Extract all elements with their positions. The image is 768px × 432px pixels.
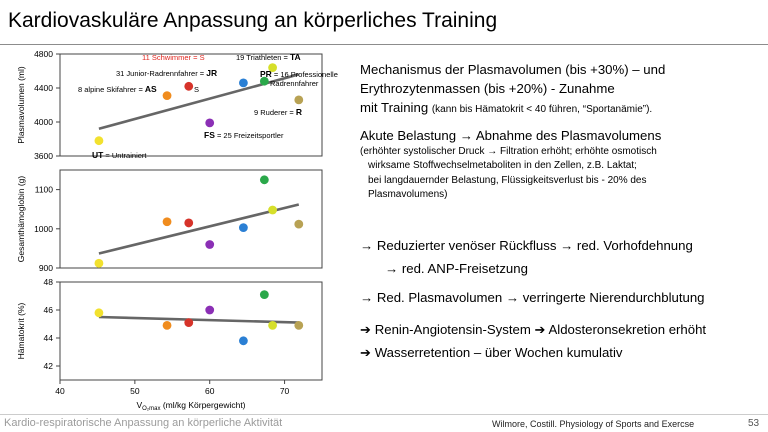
data-point-ut bbox=[95, 259, 104, 268]
mechanism-line-2: Erythrozytenmassen (bis +20%) - Zunahme bbox=[360, 81, 615, 97]
y-tick-label: 1100 bbox=[34, 184, 53, 195]
mechanism-line-1: Mechanismus der Plasmavolumen (bis +30%) – und bbox=[360, 62, 666, 77]
y-tick-label: 44 bbox=[43, 333, 53, 343]
annotation-label: 8 alpine Skifahrer = AS bbox=[78, 84, 157, 94]
acute-heading: Akute Belastung → Abnahme des Plasmavolumens bbox=[360, 127, 662, 143]
x-tick-label: 70 bbox=[279, 386, 290, 396]
data-point-as bbox=[163, 91, 172, 100]
mechanism-text bbox=[360, 60, 765, 203]
annotation-label: 11 Schwimmer = S bbox=[142, 53, 205, 62]
acute-detail-3: bei langdauernder Belastung, Flüssigkeitsverlust bis - 20% des bbox=[368, 174, 647, 186]
y-tick-label: 4400 bbox=[34, 83, 53, 93]
page-number: 53 bbox=[748, 418, 760, 429]
acute-detail-2: wirksame Stoffwechselmetaboliten in den Zellen, z.B. Laktat; bbox=[368, 160, 637, 172]
y-tick-label: 4800 bbox=[34, 49, 53, 59]
bullet-anp: → red. ANP-Freisetzung bbox=[385, 261, 528, 276]
annotation-label: FS = 25 Freizeitsportler bbox=[204, 130, 284, 140]
footer-citation: Wilmore, Costill. Physiology of Sports and Exercse bbox=[492, 419, 695, 429]
annotation-label: 9 Ruderer = R bbox=[254, 107, 303, 117]
slide-title: Kardiovaskuläre Anpassung an körperliches Training bbox=[8, 9, 498, 32]
bullet-venous-return: → Reduzierter venöser Rückfluss → red. Vorhofdehnung bbox=[360, 238, 693, 253]
y-tick-label: 1000 bbox=[34, 223, 53, 234]
x-tick-label: 40 bbox=[55, 386, 65, 396]
data-point-ut bbox=[95, 136, 104, 145]
y-tick-label: 46 bbox=[43, 305, 53, 315]
mechanism-line-3-note: (kann bis Hämatokrit < 40 führen, “Sportanämie”). bbox=[431, 104, 653, 116]
y-tick-label: 900 bbox=[38, 263, 53, 273]
data-point-s bbox=[184, 82, 193, 91]
data-point-s bbox=[184, 318, 193, 327]
x-tick-label: 50 bbox=[130, 386, 140, 396]
data-point-fs bbox=[205, 118, 214, 127]
data-point-jr bbox=[239, 79, 248, 88]
data-point-ta bbox=[268, 206, 277, 215]
data-point-ta bbox=[268, 321, 277, 330]
plot-frame-3 bbox=[60, 282, 322, 380]
data-point-pr bbox=[260, 290, 269, 299]
data-point-fs bbox=[205, 240, 214, 249]
annotation-label: 19 Triathleten = TA bbox=[236, 52, 301, 62]
data-point-as bbox=[163, 217, 172, 226]
data-point-jr bbox=[239, 223, 248, 232]
bullet-plasma-volume: → Red. Plasmavolumen → verringerte Nierendurchblutung bbox=[360, 290, 705, 305]
data-point-s bbox=[184, 219, 193, 228]
x-tick-label: 60 bbox=[204, 386, 215, 396]
data-point-jr bbox=[239, 336, 248, 345]
y-axis-label: Gesamthämoglobin (g) bbox=[16, 175, 26, 263]
bullet-renin: ➔ Renin-Angiotensin-System ➔ Aldosteronsekretion erhöht bbox=[360, 322, 707, 337]
annotation-label: 31 Junior-Radrennfahrer = JR bbox=[116, 68, 218, 78]
scatter-charts bbox=[0, 46, 355, 416]
data-point-r bbox=[294, 321, 303, 330]
y-tick-label: 3600 bbox=[34, 151, 53, 161]
mechanism-line-3 bbox=[360, 98, 765, 118]
annotation-label: UT = Untrainiert bbox=[92, 150, 147, 160]
title-divider bbox=[0, 44, 768, 45]
data-point-r bbox=[294, 220, 303, 229]
bullet-water-retention: ➔ Wasserretention – über Wochen kumulativ bbox=[360, 345, 623, 360]
acute-detail-4: Plasmavolumens) bbox=[368, 189, 448, 201]
y-tick-label: 48 bbox=[43, 277, 53, 287]
y-axis-label: Plasmavolumen (ml) bbox=[16, 66, 26, 144]
data-point-as bbox=[163, 321, 172, 330]
footer-divider bbox=[0, 414, 768, 415]
acute-detail-1: (erhöhter systolischer Druck → Filtration erhöht; erhöhte osmotisch bbox=[360, 145, 657, 157]
annotation-label: PR = 16 Professionelle bbox=[260, 69, 338, 79]
data-point-pr bbox=[260, 175, 269, 184]
mechanism-line-3-main: mit Training bbox=[360, 100, 432, 116]
data-point-r bbox=[294, 96, 303, 105]
annotation-label: S bbox=[194, 85, 200, 94]
y-tick-label: 4000 bbox=[34, 117, 53, 127]
data-point-ut bbox=[95, 308, 104, 317]
y-tick-label: 42 bbox=[43, 361, 53, 371]
annotation-label: Radrennfahrer bbox=[270, 79, 319, 88]
data-point-fs bbox=[205, 306, 214, 315]
y-axis-label: Hämatokrit (%) bbox=[16, 302, 26, 360]
footer-course-title: Kardio-respiratorische Anpassung an körperliche Aktivität bbox=[4, 417, 283, 429]
x-axis-label: $V_{O_2max}$ (ml/kg Körpergewicht) bbox=[136, 400, 246, 412]
